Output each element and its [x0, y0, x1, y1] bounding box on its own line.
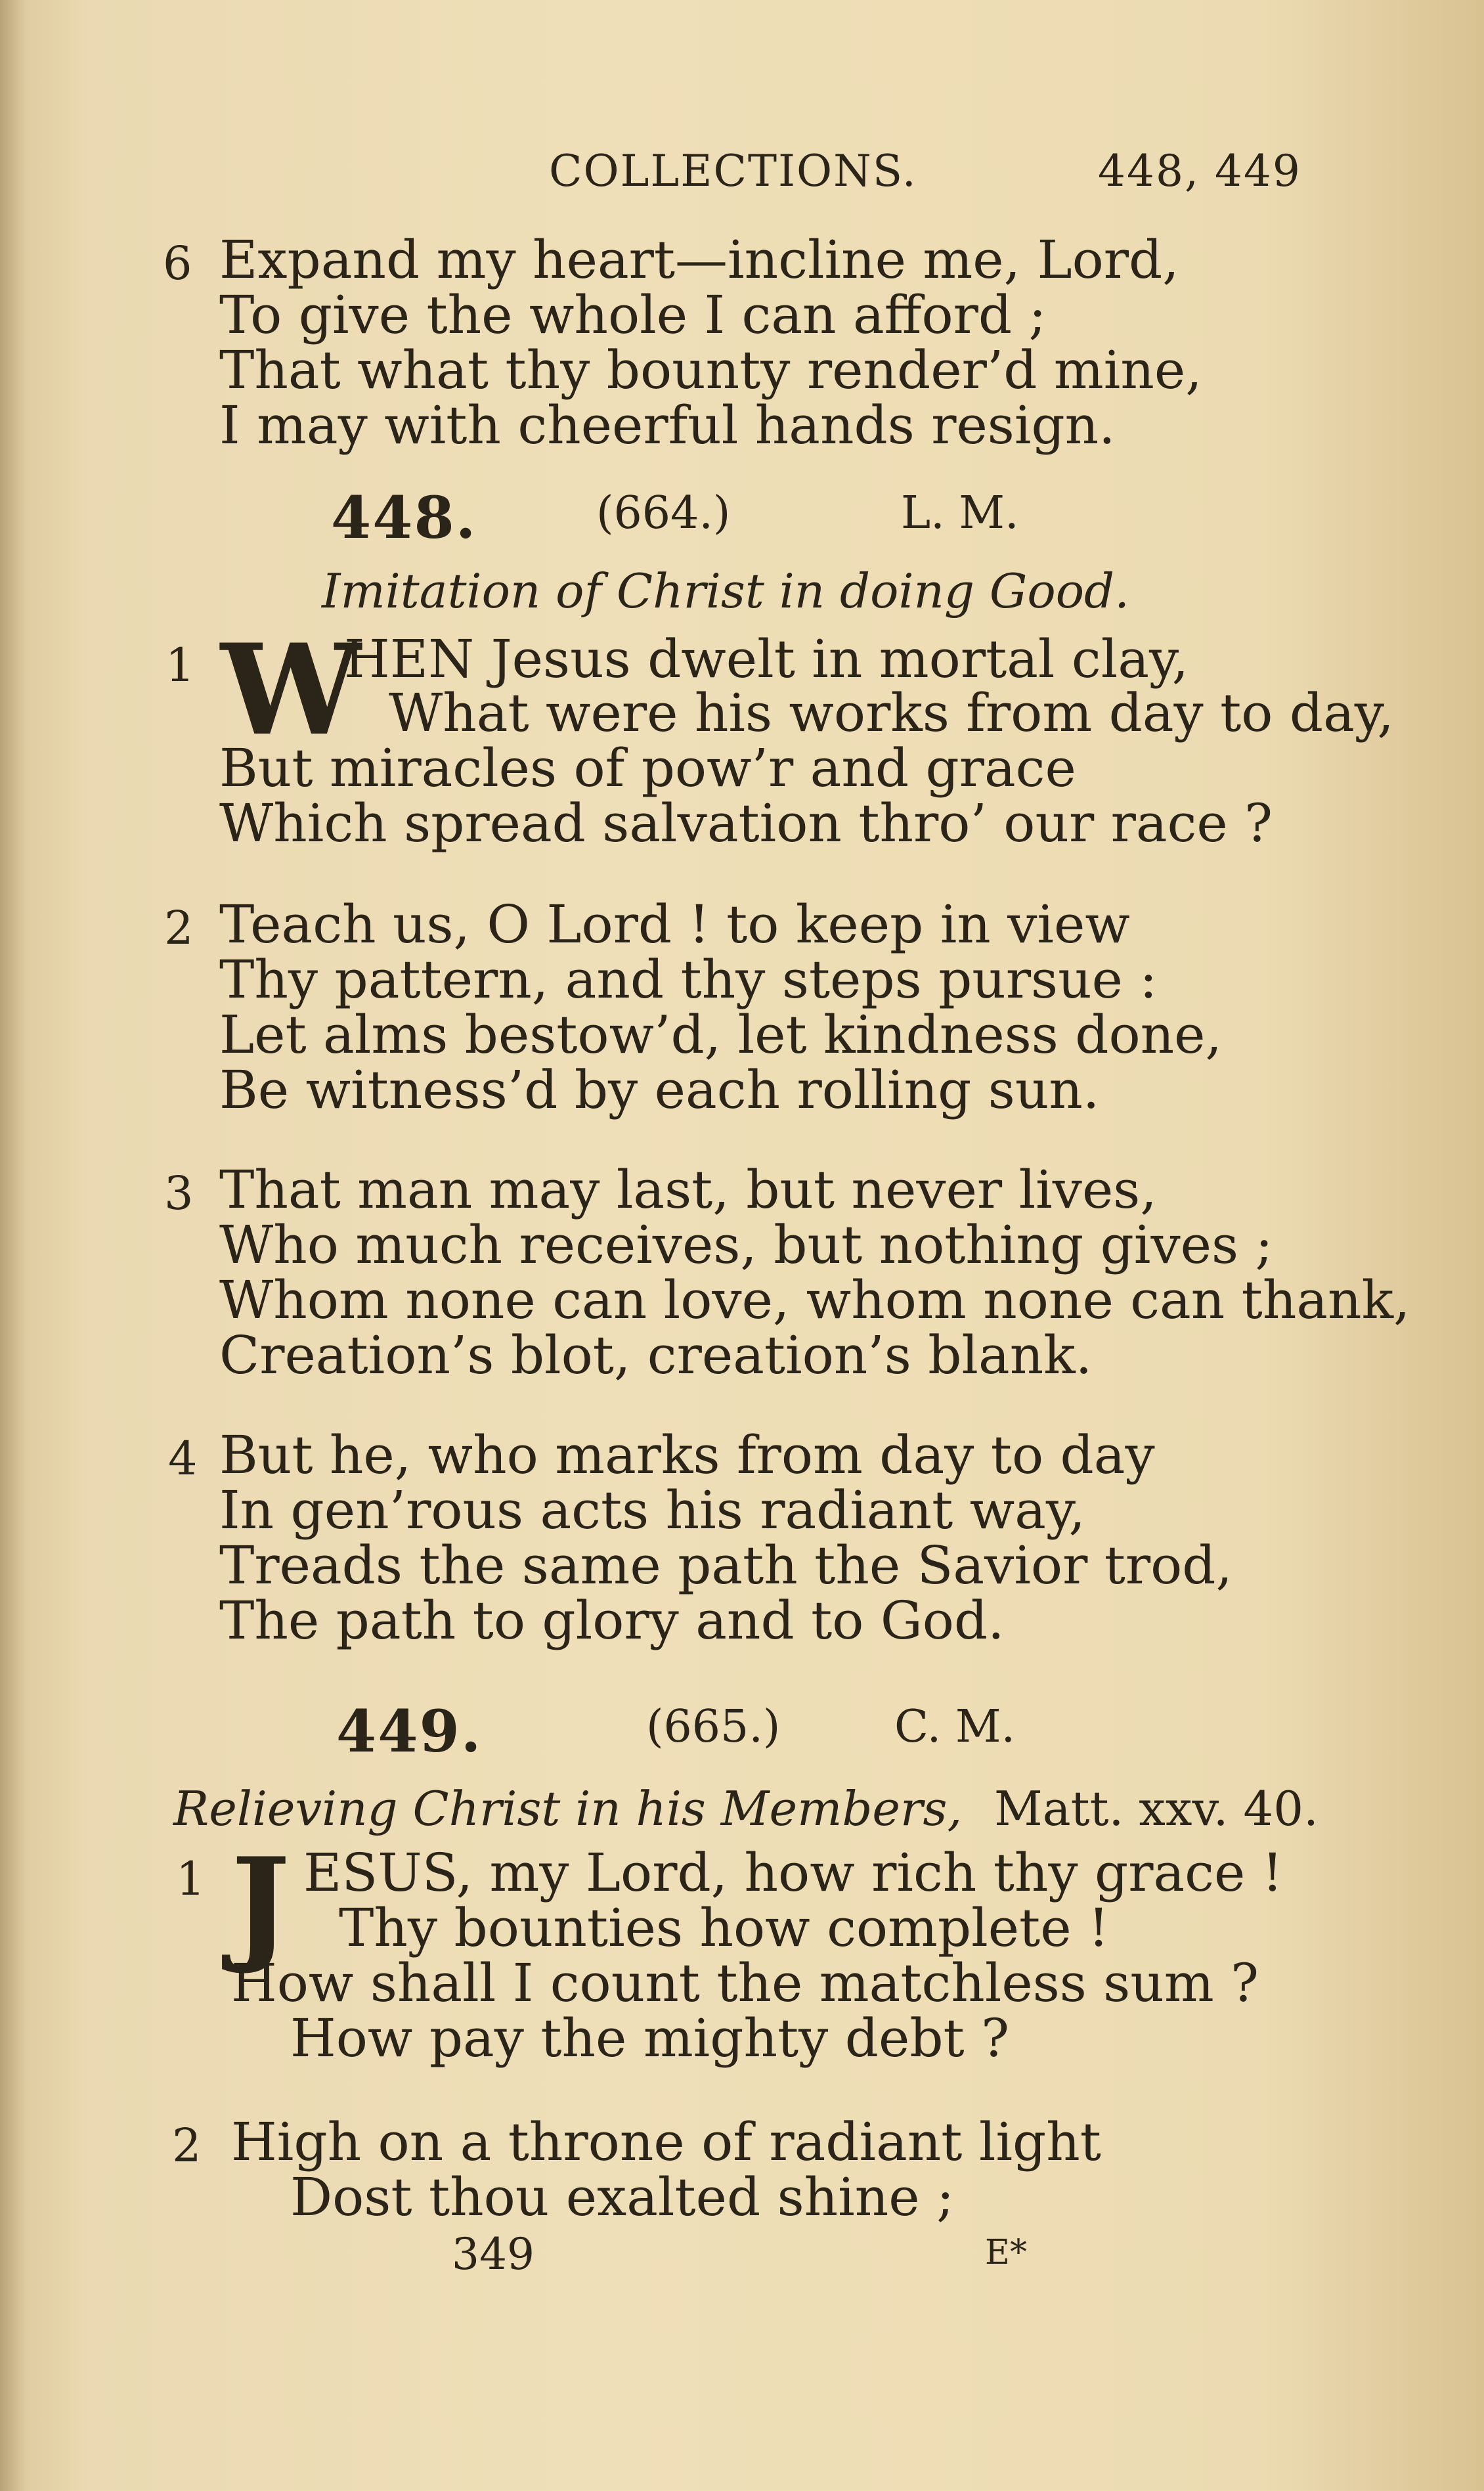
verse-line: I may with cheerful hands resign.	[219, 395, 1116, 456]
page-range: 448, 449	[1098, 146, 1301, 196]
page-edge-shadow	[0, 0, 26, 2491]
verse-line: Treads the same path the Savior trod,	[219, 1535, 1233, 1596]
verse-line: How shall I count the matchless sum ?	[231, 1952, 1259, 2014]
verse-line: Thy bounties how complete !	[339, 1897, 1110, 1958]
verse-line: High on a throne of radiant light	[231, 2111, 1101, 2172]
stanza-number: 6	[163, 236, 192, 290]
verse-line: Let alms bestow’d, let kindness done,	[219, 1004, 1222, 1065]
verse-line: In gen’rous acts his radiant way,	[219, 1480, 1085, 1541]
verse-line: But miracles of pow’r and grace	[219, 738, 1076, 799]
hymn-alt-number: (665.)	[646, 1701, 781, 1753]
verse-line: ESUS, my Lord, how rich thy grace !	[303, 1842, 1283, 1903]
hymn-number: 449.	[336, 1697, 483, 1765]
verse-line: Thy pattern, and thy steps pursue :	[219, 949, 1158, 1010]
hymn-meter: C. M.	[894, 1701, 1016, 1753]
verse-line: Who much receives, but nothing gives ;	[219, 1214, 1273, 1275]
stanza-number: 1	[165, 638, 195, 692]
stanza-number: 2	[172, 2119, 202, 2172]
stanza-number: 1	[176, 1852, 206, 1906]
verse-line: Teach us, O Lord ! to keep in view	[219, 894, 1130, 955]
running-title: COLLECTIONS.	[549, 146, 917, 196]
stanza-number: 3	[164, 1166, 194, 1220]
verse-line: Expand my heart—incline me, Lord,	[219, 229, 1179, 290]
scripture-reference: Matt. xxv. 40.	[994, 1781, 1319, 1836]
verse-line: Creation’s blot, creation’s blank.	[219, 1325, 1093, 1386]
hymn-alt-number: (664.)	[596, 487, 731, 539]
page-number: 349	[452, 2229, 535, 2280]
drop-cap: J	[231, 1830, 290, 1977]
verse-line: Dost thou exalted shine ;	[290, 2167, 955, 2228]
hymn-title: Imitation of Christ in doing Good.	[322, 563, 1130, 619]
verse-line: That man may last, but never lives,	[219, 1159, 1157, 1220]
verse-line: How pay the mighty debt ?	[290, 2008, 1009, 2069]
stanza-number: 4	[168, 1432, 198, 1486]
hymn-meter: L. M.	[901, 487, 1019, 539]
verse-line: Whom none can love, whom none can thank,	[219, 1269, 1410, 1331]
drop-cap: W	[221, 617, 361, 763]
verse-line: To give the whole I can afford ;	[219, 284, 1047, 345]
verse-line: That what thy bounty render’d mine,	[219, 340, 1202, 401]
verse-line: Be witness’d by each rolling sun.	[219, 1059, 1100, 1120]
verse-line: Which spread salvation thro’ our race ?	[219, 793, 1273, 854]
hymn-title: Relieving Christ in his Members,	[173, 1781, 963, 1836]
signature-mark: E*	[985, 2233, 1027, 2272]
verse-line: What were his works from day to day,	[389, 682, 1394, 743]
verse-line: The path to glory and to God.	[219, 1590, 1005, 1651]
hymn-number: 448.	[331, 483, 477, 552]
stanza-number: 2	[164, 901, 194, 955]
verse-line: HEN Jesus dwelt in mortal clay,	[344, 628, 1189, 690]
verse-line: But he, who marks from day to day	[219, 1424, 1155, 1486]
